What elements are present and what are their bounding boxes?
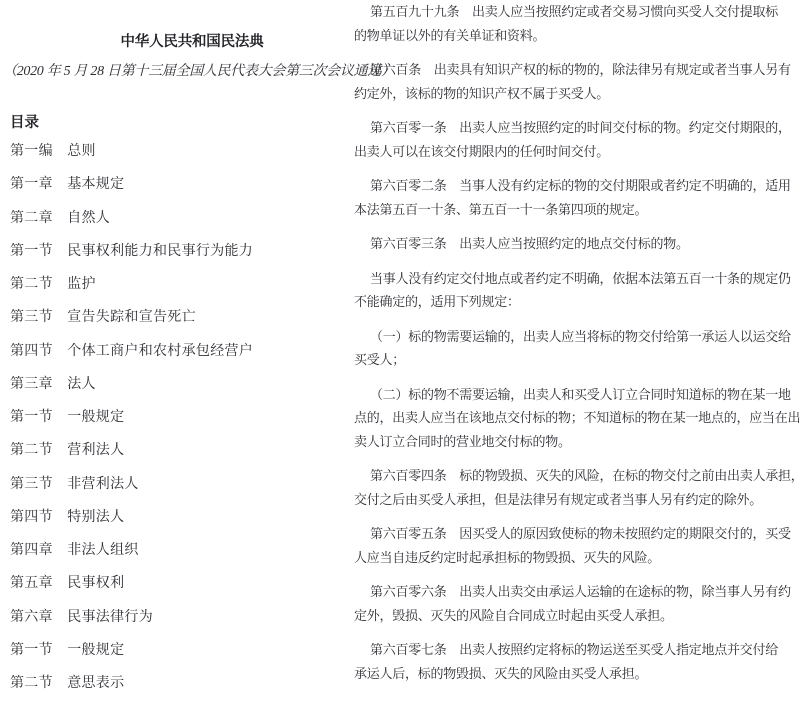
text-line-continuation: 卖人订立合同时的营业地交付标的物。 xyxy=(354,433,571,449)
toc-item: 第四章 非法人组织 xyxy=(10,543,139,558)
paragraph xyxy=(354,174,791,221)
toc-item: 第一节 一般规定 xyxy=(10,410,125,425)
text-line: 当事人没有约定交付地点或者约定不明确，依据本法第五百一十条的规定仍 xyxy=(370,270,791,286)
toc-item: 第四节 特别法人 xyxy=(10,509,125,525)
text-line-continuation: 交付之后由买受人承担，但是法律另有规定或者当事人另有约定的除外。 xyxy=(354,491,763,507)
toc-item: 第四节 个体工商户和农村承包经营户 xyxy=(10,343,254,359)
right-page xyxy=(354,0,804,699)
toc-item: 第三节 宣告失踪和宣告死亡 xyxy=(10,310,196,326)
text-line: 第六百零一条 出卖人应当按照约定的时间交付标的物。约定交付期限的， xyxy=(370,120,791,135)
paragraph xyxy=(354,383,801,454)
document-title: 中华人民共和国民法典 xyxy=(120,34,264,50)
paragraph xyxy=(354,58,791,105)
toc-item: 第六章 民事法律行为 xyxy=(10,609,153,625)
text-line-continuation: 本法第五百一十条、第五百一十一条第四项的规定。 xyxy=(354,201,648,217)
toc-item: 第一章 基本规定 xyxy=(10,177,125,193)
toc-item: 第二章 自然人 xyxy=(10,210,111,226)
text-line-continuation: 出卖人可以在该交付期限内的任何时间交付。 xyxy=(354,143,610,159)
text-line: 第六百零二条 当事人没有约定标的物的交付期限或者约定不明确的，适用 xyxy=(370,178,791,193)
paragraph xyxy=(354,464,804,511)
paragraph xyxy=(354,0,779,47)
text-line-continuation: 买受人； xyxy=(354,352,406,367)
paragraph xyxy=(354,325,791,372)
text-line: 第六百零四条 标的物毁损、灭失的风险，在标的物交付之前由出卖人承担， xyxy=(370,468,804,483)
text-line: 第六百零三条 出卖人应当按照约定的地点交付标的物。 xyxy=(370,236,689,251)
text-line-continuation: 约定外，该标的物的知识产权不属于买受人。 xyxy=(354,85,610,101)
paragraph xyxy=(354,116,791,163)
text-line: 第五百九十九条 出卖人应当按照约定或者交易习惯向买受人交付提取标 xyxy=(370,4,779,19)
toc-item: 第一节 民事权利能力和民事行为能力 xyxy=(10,243,254,259)
toc-item: 第一节 一般规定 xyxy=(10,642,125,658)
toc-list xyxy=(10,145,253,710)
text-line-continuation: 点的，出卖人应当在该地点交付标的物；不知道标的物在某一地点的，应当在出 xyxy=(354,410,801,425)
text-line-continuation: 人应当自违反约定时起承担标的物毁损、灭失的风险。 xyxy=(354,549,661,565)
document-subtitle: （2020 年 5 月 28 日第十三届全国人民代表大会第三次会议通过） xyxy=(3,64,395,79)
text-line: 第六百零七条 出卖人按照约定将标的物运送至买受人指定地点并交付给 xyxy=(370,642,779,657)
toc-item: 第三节 非营利法人 xyxy=(10,476,139,492)
paragraph xyxy=(364,232,728,256)
right-page-text xyxy=(354,0,804,685)
toc-item: 第五章 民事权利 xyxy=(10,576,125,592)
paragraph xyxy=(354,580,791,627)
text-line-continuation: 的物单证以外的有关单证和资料。 xyxy=(354,27,546,43)
paragraph xyxy=(354,522,791,569)
paragraph xyxy=(354,267,791,314)
text-line-continuation: 定外，毁损、灭失的风险自合同成立时起由买受人承担。 xyxy=(354,607,673,623)
text-line: 第六百条 出卖具有知识产权的标的物的，除法律另有规定或者当事人另有 xyxy=(370,62,791,77)
text-line-continuation: 承运人后，标的物毁损、灭失的风险由买受人承担。 xyxy=(354,665,648,681)
text-line: 第六百零六条 出卖人出卖交由承运人运输的在途标的物，除当事人另有约 xyxy=(370,584,791,599)
text-line: 第六百零五条 因买受人的原因致使标的物未按照约定的期限交付的，买受 xyxy=(370,526,791,541)
text-line: （二）标的物不需要运输，出卖人和买受人订立合同时知道标的物在某一地 xyxy=(370,386,791,402)
toc-heading: 目录 xyxy=(10,115,39,131)
toc-item: 第二节 营利法人 xyxy=(10,443,125,459)
toc-item: 第二节 意思表示 xyxy=(10,676,125,691)
toc-item: 第一编 总则 xyxy=(10,144,96,159)
toc-item: 第三章 法人 xyxy=(10,376,96,392)
paragraph xyxy=(354,638,779,685)
text-line-continuation: 不能确定的，适用下列规定： xyxy=(354,294,520,309)
toc-item: 第二节 监护 xyxy=(10,277,96,292)
text-line: （一）标的物需要运输的，出卖人应当将标的物交付给第一承运人以运交给 xyxy=(370,328,791,344)
